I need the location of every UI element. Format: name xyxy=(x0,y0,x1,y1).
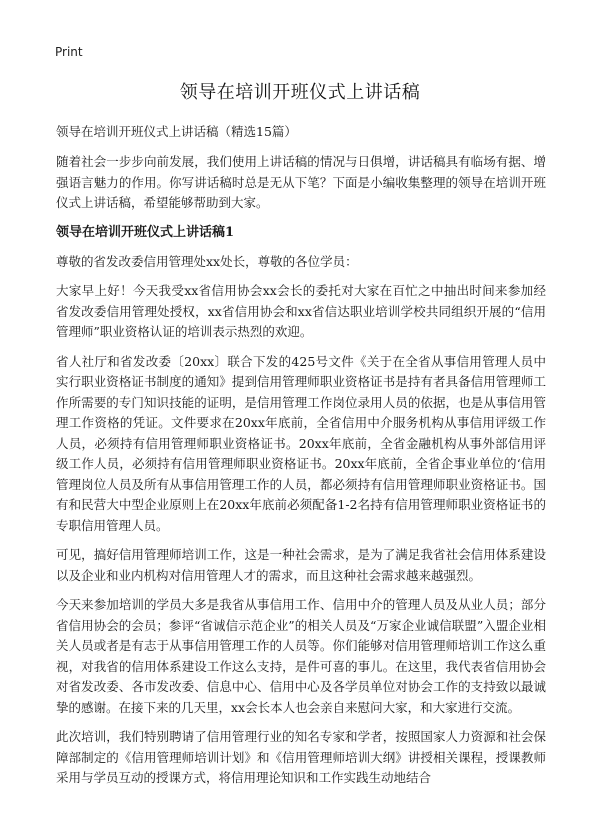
body-paragraph: 省人社厅和省发改委〔20xx〕联合下发的425号文件《关于在全省从事信用管理人员中实行职业资格证书制度的通知》提到信用管理师职业资格证书是持有者具备信用管理师工作所需要的专门知识技能的证明，是信用管理工作岗位录用人员的依据，也是从事信用管理工作资格的凭证。文件要求在20xx年底前，全省信用中介服务机构从事信用评级工作人员，必须持有信用管理师职业资格证书。20xx年底前，全省金融机构从事外部信用评级工作人员，必须持有信用管理师职业资格证书。20xx年底前，全省企事业单位的‘信用管理岗位人员及所有从事信用管理工作的人员，都必须持有信用管理师职业资格证书。国有和民营大中型企业原则上在20xx年底前必须配备1-2名持有信用管理师职业资格证书的专职信用管理人员。 xyxy=(56,353,546,533)
document-subtitle: 领导在培训开班仪式上讲话稿（精选15篇） xyxy=(56,124,297,139)
section-heading: 领导在培训开班仪式上讲话稿1 xyxy=(56,224,235,240)
body-paragraph: 大家早上好！今天我受xx省信用协会xx会长的委托对大家在百忙之中抽出时间来参加经省发改委信用管理处授权，xx省信用协会和xx省信达职业培训学校共同组织开展的“信用管理师”职业资格认证的培训表示热烈的欢迎。 xyxy=(56,283,546,339)
document-title: 领导在培训开班仪式上讲话稿 xyxy=(179,82,421,103)
body-paragraph: 此次培训，我们特别聘请了信用管理行业的知名专家和学者，按照国家人力资源和社会保障部制定的《信用管理师培训计划》和《信用管理师培训大纲》讲授相关课程，授课教师采用与学员互动的授课方式，将信用理论知识和工作实践生动地结合 xyxy=(56,729,546,785)
intro-paragraph: 随着社会一步步向前发展，我们使用上讲话稿的情况与日俱增，讲话稿具有临场有据、增强语言魅力的作用。你写讲话稿时总是无从下笔？下面是小编收集整理的领导在培训开班仪式上讲话稿，希望能够帮助到大家。 xyxy=(56,154,546,210)
body-paragraph: 今天来参加培训的学员大多是我省从事信用工作、信用中介的管理人员及从业人员；部分省信用协会的会员；参评“省诚信示范企业”的相关人员及“万家企业诚信联盟”入盟企业相关人员或者是有志于从事信用管理工作的人员等。你们能够对信用管理师培训工作这么重视，对我省的信用体系建设工作这么支持，是件可喜的事儿。在这里，我代表省信用协会对省发改委、各市发改委、信息中心、信用中心及各学员单位对协会工作的支持致以最诚挚的感谢。在接下来的几天里，xx会长本人也会亲自来慰问大家，和大家进行交流。 xyxy=(56,597,546,715)
print-link[interactable]: Print xyxy=(55,45,83,59)
document-body xyxy=(56,122,546,798)
body-paragraph: 可见，搞好信用管理师培训工作，这是一种社会需求，是为了满足我省社会信用体系建设以及企业和业内机构对信用管理人才的需求，而且这种社会需求越来越强烈。 xyxy=(56,547,546,583)
greeting-paragraph: 尊敬的省发改委信用管理处xx处长，尊敬的各位学员： xyxy=(56,253,358,269)
